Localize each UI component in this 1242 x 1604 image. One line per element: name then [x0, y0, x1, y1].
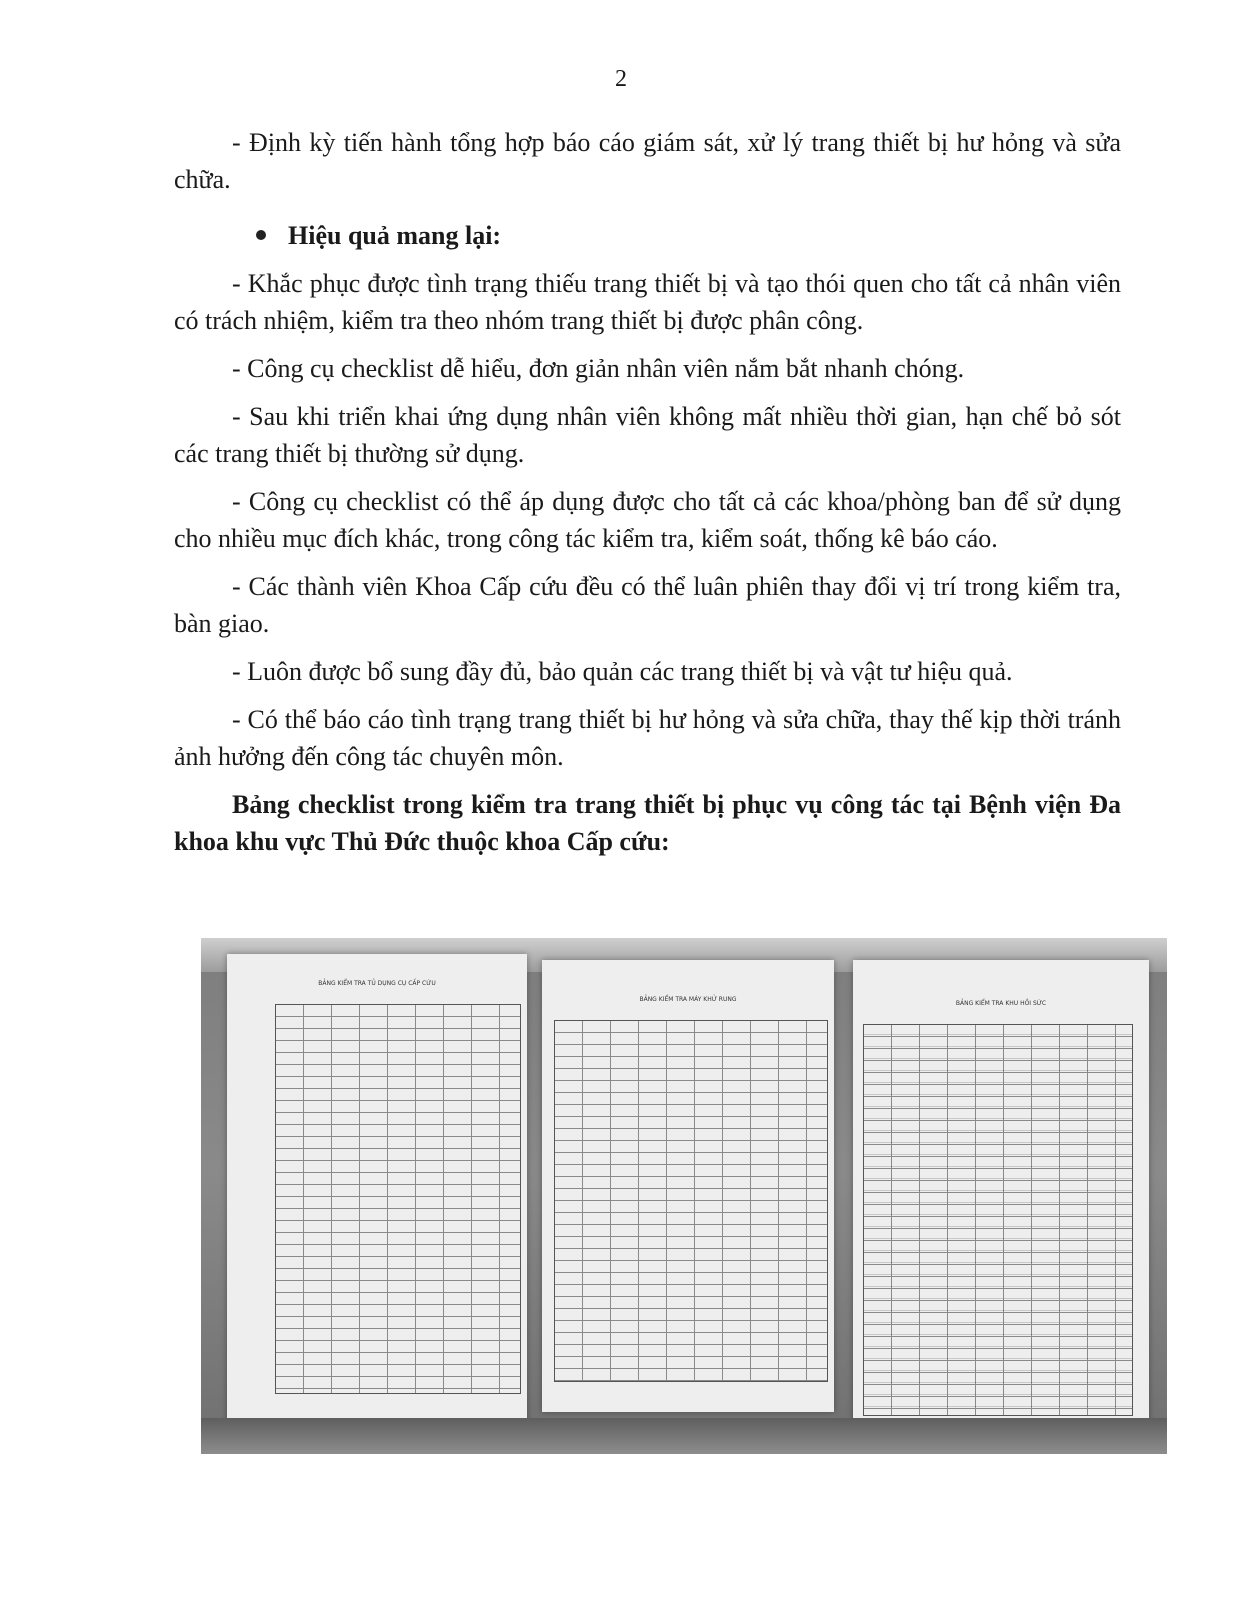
- sheet-grid-2: [554, 1020, 828, 1382]
- figure-caption: Bảng checklist trong kiểm tra trang thiết bị phục vụ công tác tại Bệnh viện Đa khoa khu vực Thủ Đức thuộc khoa Cấp cứu:: [174, 790, 1121, 856]
- checklist-photo: [201, 938, 1167, 1454]
- sheet-grid-1: [275, 1004, 521, 1394]
- photo-floor: [201, 1418, 1167, 1454]
- paragraph-benefit-5: - Các thành viên Khoa Cấp cứu đều có thể luân phiên thay đổi vị trí trong kiểm tra, bàn giao.: [174, 572, 1121, 638]
- paragraph-benefit-4: - Công cụ checklist có thể áp dụng được cho tất cả các khoa/phòng ban để sử dụng cho nhiều mục đích khác, trong công tác kiểm tra, kiểm soát, thống kê báo cáo.: [174, 487, 1121, 553]
- paragraph-periodic-report: - Định kỳ tiến hành tổng hợp báo cáo giám sát, xử lý trang thiết bị hư hỏng và sửa chữa.: [174, 128, 1121, 194]
- paragraph-benefit-1: - Khắc phục được tình trạng thiếu trang thiết bị và tạo thói quen cho tất cả nhân viên có trách nhiệm, kiểm tra theo nhóm trang thiết bị được phân công.: [174, 269, 1121, 335]
- section-heading-text: Hiệu quả mang lại:: [288, 221, 502, 250]
- paragraph-benefit-6: - Luôn được bổ sung đầy đủ, bảo quản các trang thiết bị và vật tư hiệu quả.: [232, 657, 1013, 686]
- sheet-grid-3: [863, 1024, 1133, 1416]
- page-number: 2: [615, 66, 627, 92]
- paragraph-benefit-7: - Có thể báo cáo tình trạng trang thiết bị hư hỏng và sửa chữa, thay thế kịp thời tránh ảnh hưởng đến công tác chuyên môn.: [174, 705, 1121, 771]
- checklist-sheet-2: [542, 960, 834, 1412]
- handwriting-marks: [864, 1025, 1132, 1415]
- sheet-title-1: BẢNG KIỂM TRA TỦ DỤNG CỤ CẤP CỨU: [318, 980, 436, 987]
- bullet-icon: [256, 230, 266, 240]
- document-body: [174, 124, 1121, 860]
- sheet-title-2: BẢNG KIỂM TRA MÁY KHỬ RUNG: [639, 996, 737, 1003]
- paragraph-benefit-2: - Công cụ checklist dễ hiểu, đơn giản nhân viên nắm bắt nhanh chóng.: [232, 354, 965, 383]
- section-heading: [174, 217, 1121, 254]
- sheet-title-3: BẢNG KIỂM TRA KHU HỒI SỨC: [955, 1000, 1047, 1007]
- checklist-sheet-1: [227, 954, 527, 1424]
- paragraph-benefit-3: - Sau khi triển khai ứng dụng nhân viên không mất nhiều thời gian, hạn chế bỏ sót các trang thiết bị thường sử dụng.: [174, 402, 1121, 468]
- checklist-sheet-3: [853, 960, 1149, 1430]
